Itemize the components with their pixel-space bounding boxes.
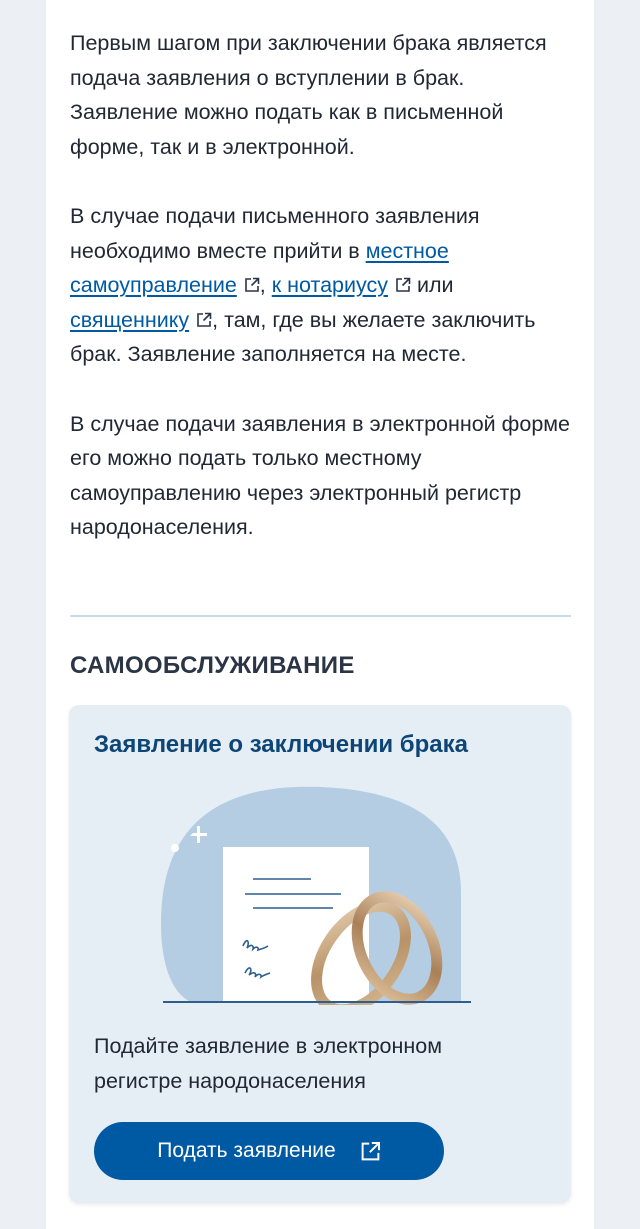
link-notary[interactable]: к нотариусу [271,273,389,298]
separator-text: или [411,273,454,298]
marriage-application-illustration [161,783,481,1005]
paragraph-text: , там, где вы желаете заключить брак. Заявление заполняется на месте. [70,307,536,367]
external-link-icon[interactable] [244,277,260,293]
intro-paragraph-1: Первым шагом при заключении брака является подача заявления о вступлении в брак. Заявление можно подать как в письменной форме, так и в электронной. [70,31,547,159]
section-divider [70,615,571,617]
card-description: Подайте заявление в электронном регистре народонаселения [94,1034,442,1093]
external-link-icon[interactable] [395,277,411,293]
section-title: САМООБСЛУЖИВАНИЕ [70,652,355,679]
self-service-card [69,705,571,1203]
separator-text: , [259,273,272,298]
link-priest[interactable]: священнику [70,307,190,332]
intro-content [70,26,570,580]
link-local-government[interactable]: местное самоуправление [70,238,449,298]
external-link-icon[interactable] [196,312,212,328]
page [46,0,594,1229]
button-label: Подать заявление [157,1139,336,1162]
paragraph-text: В случае подачи письменного заявления необходимо вместе прийти в [70,203,480,263]
external-link-icon [360,1141,381,1162]
submit-application-button[interactable] [94,1122,444,1180]
card-title: Заявление о заключении брака [94,731,468,758]
intro-paragraph-3: В случае подачи заявления в электронной форме его можно подать только местному самоуправлению через электронный регистр народонаселения. [70,411,571,540]
intro-paragraph-2 [70,199,570,372]
